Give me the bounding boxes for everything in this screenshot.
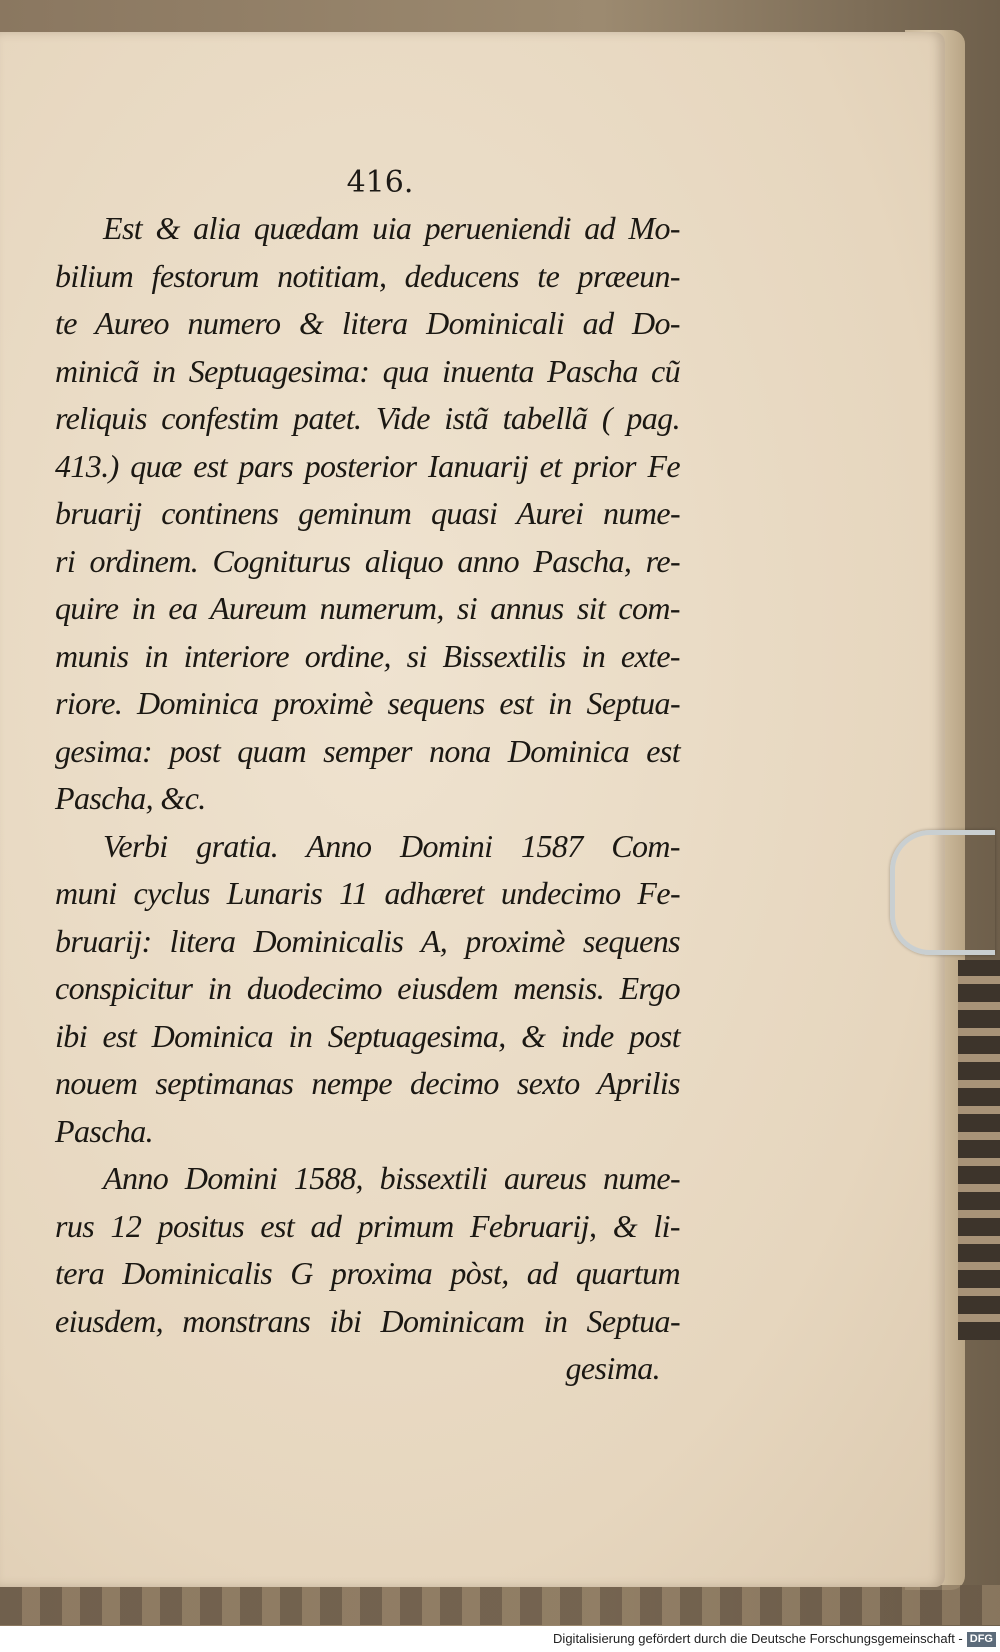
book-spine-strip bbox=[958, 960, 1000, 1340]
text-line: bruarij: litera Dominicalis A, proximè sequens bbox=[55, 922, 680, 959]
text-line: bilium festorum notitiam, deducens te præeun- bbox=[55, 257, 680, 294]
dfg-logo: DFG bbox=[967, 1632, 996, 1647]
text-line: ibi est Dominica in Septuagesima, & inde post bbox=[55, 1017, 680, 1054]
text-line: Pascha. bbox=[55, 1112, 154, 1149]
text-line: gesima: post quam semper nona Dominica est bbox=[55, 732, 680, 769]
book-bottom-edge bbox=[0, 1585, 1000, 1625]
catchword: gesima. bbox=[565, 1350, 660, 1386]
text-line: munis in interiore ordine, si Bissextilis in exte- bbox=[55, 637, 680, 674]
digitization-footer bbox=[0, 1626, 1000, 1652]
text-line: ri ordinem. Cogniturus aliquo anno Pascha, re- bbox=[55, 542, 680, 579]
footer-credit-text: Digitalisierung gefördert durch die Deutsche Forschungsgemeinschaft - bbox=[553, 1631, 963, 1646]
page-number: 416. bbox=[346, 165, 414, 200]
paragraph-3 bbox=[55, 1155, 680, 1393]
text-line: riore. Dominica proximè sequens est in Septua- bbox=[55, 685, 680, 721]
text-line: quire in ea Aureum numerum, si annus sit com- bbox=[55, 590, 680, 626]
paragraph-1 bbox=[55, 205, 680, 823]
text-line: muni cyclus Lunaris 11 adhæret undecimo Fe- bbox=[55, 875, 680, 911]
text-line: te Aureo numero & litera Dominicali ad Do- bbox=[55, 305, 680, 341]
paper-clip bbox=[890, 830, 995, 955]
text-line: minicã in Septuagesima: qua inuenta Pascha cũ bbox=[55, 352, 680, 389]
text-line: tera Dominicalis G proxima pòst, ad quartum bbox=[55, 1255, 680, 1291]
text-line: conspicitur in duodecimo eiusdem mensis. Ergo bbox=[55, 970, 680, 1006]
body-text bbox=[55, 205, 680, 1393]
text-line: nouem septimanas nempe decimo sexto Aprilis bbox=[55, 1065, 680, 1101]
text-line: Pascha, &c. bbox=[55, 780, 206, 816]
paragraph-2 bbox=[55, 823, 680, 1156]
text-line: Est & alia quædam uia perueniendi ad Mo- bbox=[103, 210, 680, 246]
text-line: Verbi gratia. Anno Domini 1587 Com- bbox=[103, 827, 680, 864]
text-line: bruarij continens geminum quasi Aurei nume- bbox=[55, 495, 680, 531]
text-line: rus 12 positus est ad primum Februarij, & li- bbox=[55, 1207, 680, 1244]
text-line: 413.) quæ est pars posterior Ianuarij et prior Fe bbox=[55, 447, 680, 484]
text-line: Anno Domini 1588, bissextili aureus nume- bbox=[103, 1160, 680, 1196]
text-line: reliquis confestim patet. Vide istã tabellã ( pag. bbox=[55, 400, 680, 436]
text-line: eiusdem, monstrans ibi Dominicam in Septua- bbox=[55, 1302, 680, 1339]
